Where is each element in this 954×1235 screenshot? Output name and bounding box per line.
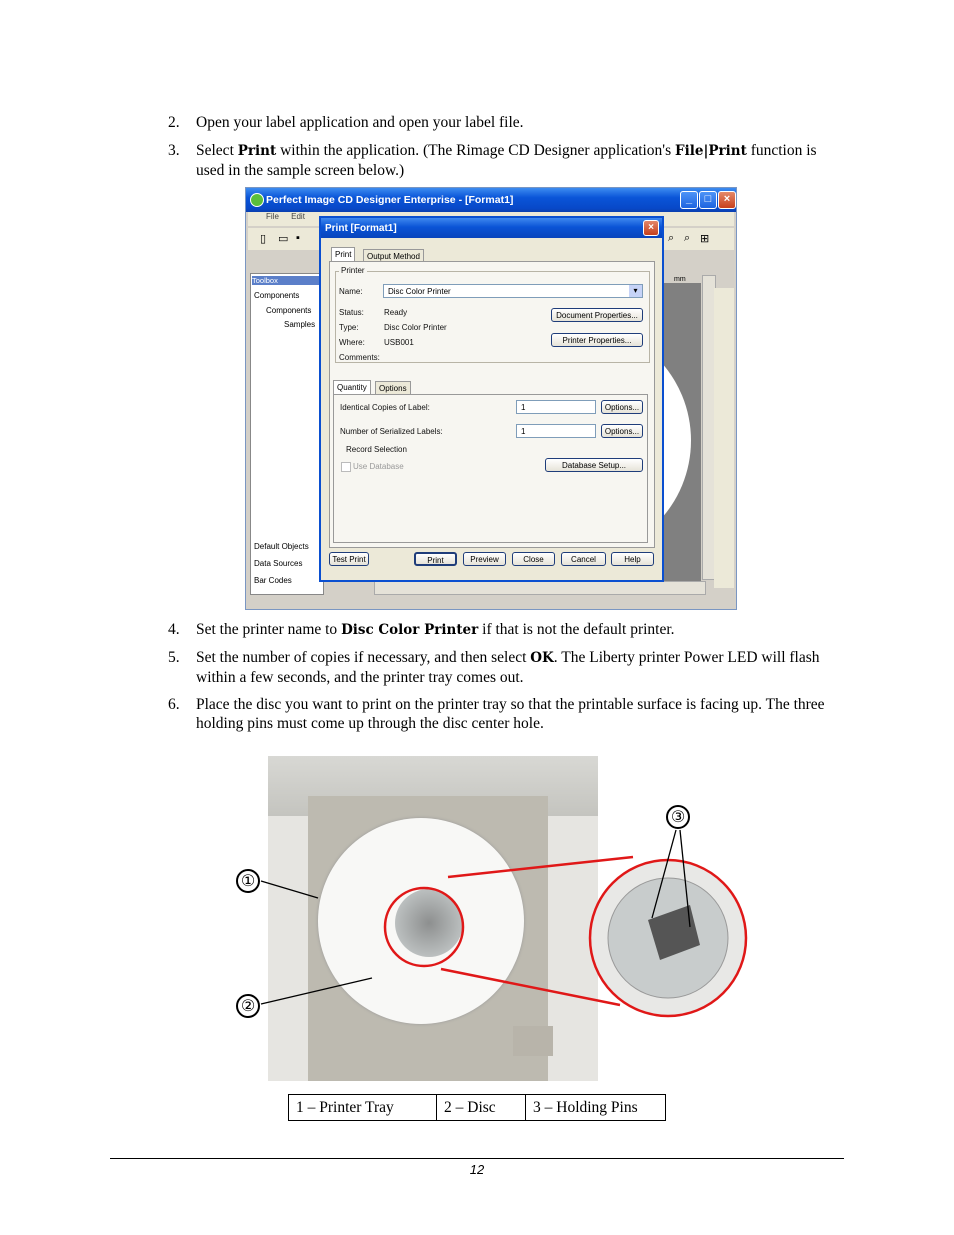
printer-group-label: Printer — [341, 266, 365, 275]
dialog-title: Print [Format1] — [325, 223, 397, 234]
serialized-options-button[interactable]: Options... — [601, 424, 643, 438]
save-icon[interactable]: ▪ — [296, 232, 300, 244]
status-value: Ready — [384, 308, 408, 317]
zoom-line-top — [448, 857, 633, 877]
callout-2: ② — [236, 994, 260, 1018]
toolbox-item[interactable]: Components — [254, 291, 300, 300]
minimize-icon[interactable]: _ — [680, 191, 698, 209]
step-text: Select Print within the application. (The Rimage CD Designer application's File|Print function is used in the sample screen below.) — [196, 142, 817, 179]
close-button[interactable]: Close — [512, 552, 555, 566]
callout-2-leader — [261, 978, 372, 1004]
document-properties-button[interactable]: Document Properties... — [551, 308, 643, 322]
type-value: Disc Color Printer — [384, 323, 447, 332]
help-button[interactable]: Help — [611, 552, 654, 566]
status-label: Status: — [339, 308, 364, 317]
menu-file[interactable]: File — [266, 212, 279, 221]
name-label: Name: — [339, 287, 363, 296]
database-setup-button[interactable]: Database Setup... — [545, 458, 643, 472]
zoom-icon[interactable]: ⌕ — [668, 232, 675, 244]
step-text: Set the number of copies if necessary, and then select OK. The Liberty printer Power LED will flash within a few seconds, and the printer tray comes out. — [196, 649, 820, 686]
copies-input[interactable]: 1 — [516, 400, 596, 414]
legend-item: 2 – Disc — [437, 1095, 526, 1121]
page-number: 12 — [469, 1162, 485, 1177]
use-database-label: Use Database — [353, 462, 404, 471]
toolbox-item[interactable]: Components — [266, 306, 312, 315]
tab-quantity[interactable]: Quantity — [333, 380, 371, 394]
toolbox-bottom-item[interactable]: Data Sources — [254, 559, 303, 568]
toolbox-bottom-item[interactable]: Default Objects — [254, 542, 309, 551]
preview-button[interactable]: Preview — [463, 552, 506, 566]
menu-edit[interactable]: Edit — [291, 212, 305, 221]
print-button[interactable]: Print — [414, 552, 457, 566]
step-text: Place the disc you want to print on the printer tray so that the printable surface is facing up. The three holding pins must come up through the disc center hole. — [196, 696, 825, 732]
printer-properties-button[interactable]: Printer Properties... — [551, 333, 643, 347]
copies-options-button[interactable]: Options... — [601, 400, 643, 414]
printer-name-select[interactable]: Disc Color Printer — [383, 284, 643, 298]
zoom-out-icon[interactable]: ⌕ — [684, 232, 691, 244]
tab-options[interactable]: Options — [375, 381, 411, 394]
comments-label: Comments: — [339, 353, 380, 362]
ruler-unit: mm — [674, 276, 686, 283]
step-number: 3. — [168, 142, 180, 159]
toolbox-item[interactable]: Samples — [284, 320, 316, 329]
callout-3: ③ — [666, 805, 690, 829]
legend-table — [288, 1094, 666, 1121]
step-text: Open your label application and open your label file. — [196, 114, 524, 131]
copies-label: Identical Copies of Label: — [340, 403, 430, 412]
chevron-down-icon[interactable]: ▾ — [629, 285, 642, 297]
footer-rule — [110, 1158, 844, 1159]
where-value: USB001 — [384, 338, 414, 347]
record-selection-label: Record Selection — [346, 445, 407, 454]
zoom-line-bottom — [441, 969, 620, 1005]
step-number: 2. — [168, 114, 180, 131]
step-number: 5. — [168, 649, 180, 666]
where-label: Where: — [339, 338, 365, 347]
serialized-label: Number of Serialized Labels: — [340, 427, 443, 436]
close-icon[interactable]: × — [718, 191, 736, 209]
tab-print[interactable]: Print — [331, 247, 355, 261]
tab-output-method[interactable]: Output Method — [363, 249, 424, 261]
legend-item: 3 – Holding Pins — [526, 1095, 666, 1121]
maximize-icon[interactable]: □ — [699, 191, 717, 209]
callout-1: ① — [236, 869, 260, 893]
legend-item: 1 – Printer Tray — [289, 1095, 437, 1121]
step-number: 4. — [168, 621, 180, 638]
toolbox-bottom-item[interactable]: Bar Codes — [254, 576, 292, 585]
cancel-button[interactable]: Cancel — [561, 552, 606, 566]
fit-icon[interactable]: ⊞ — [700, 233, 710, 245]
toolbox-title: Toolbox — [252, 276, 320, 285]
step-number: 6. — [168, 696, 180, 713]
type-label: Type: — [339, 323, 359, 332]
dialog-close-icon[interactable]: × — [643, 220, 659, 236]
app-title: Perfect Image CD Designer Enterprise - [Format1] — [266, 194, 514, 206]
step-text: Set the printer name to Disc Color Printer if that is not the default printer. — [196, 621, 675, 638]
test-print-button[interactable]: Test Print — [329, 552, 369, 566]
new-icon[interactable]: ▯ — [260, 233, 267, 245]
serialized-input[interactable]: 1 — [516, 424, 596, 438]
hub-highlight-circle — [385, 888, 463, 966]
open-icon[interactable]: ▭ — [278, 233, 289, 245]
callout-1-leader — [261, 881, 318, 898]
